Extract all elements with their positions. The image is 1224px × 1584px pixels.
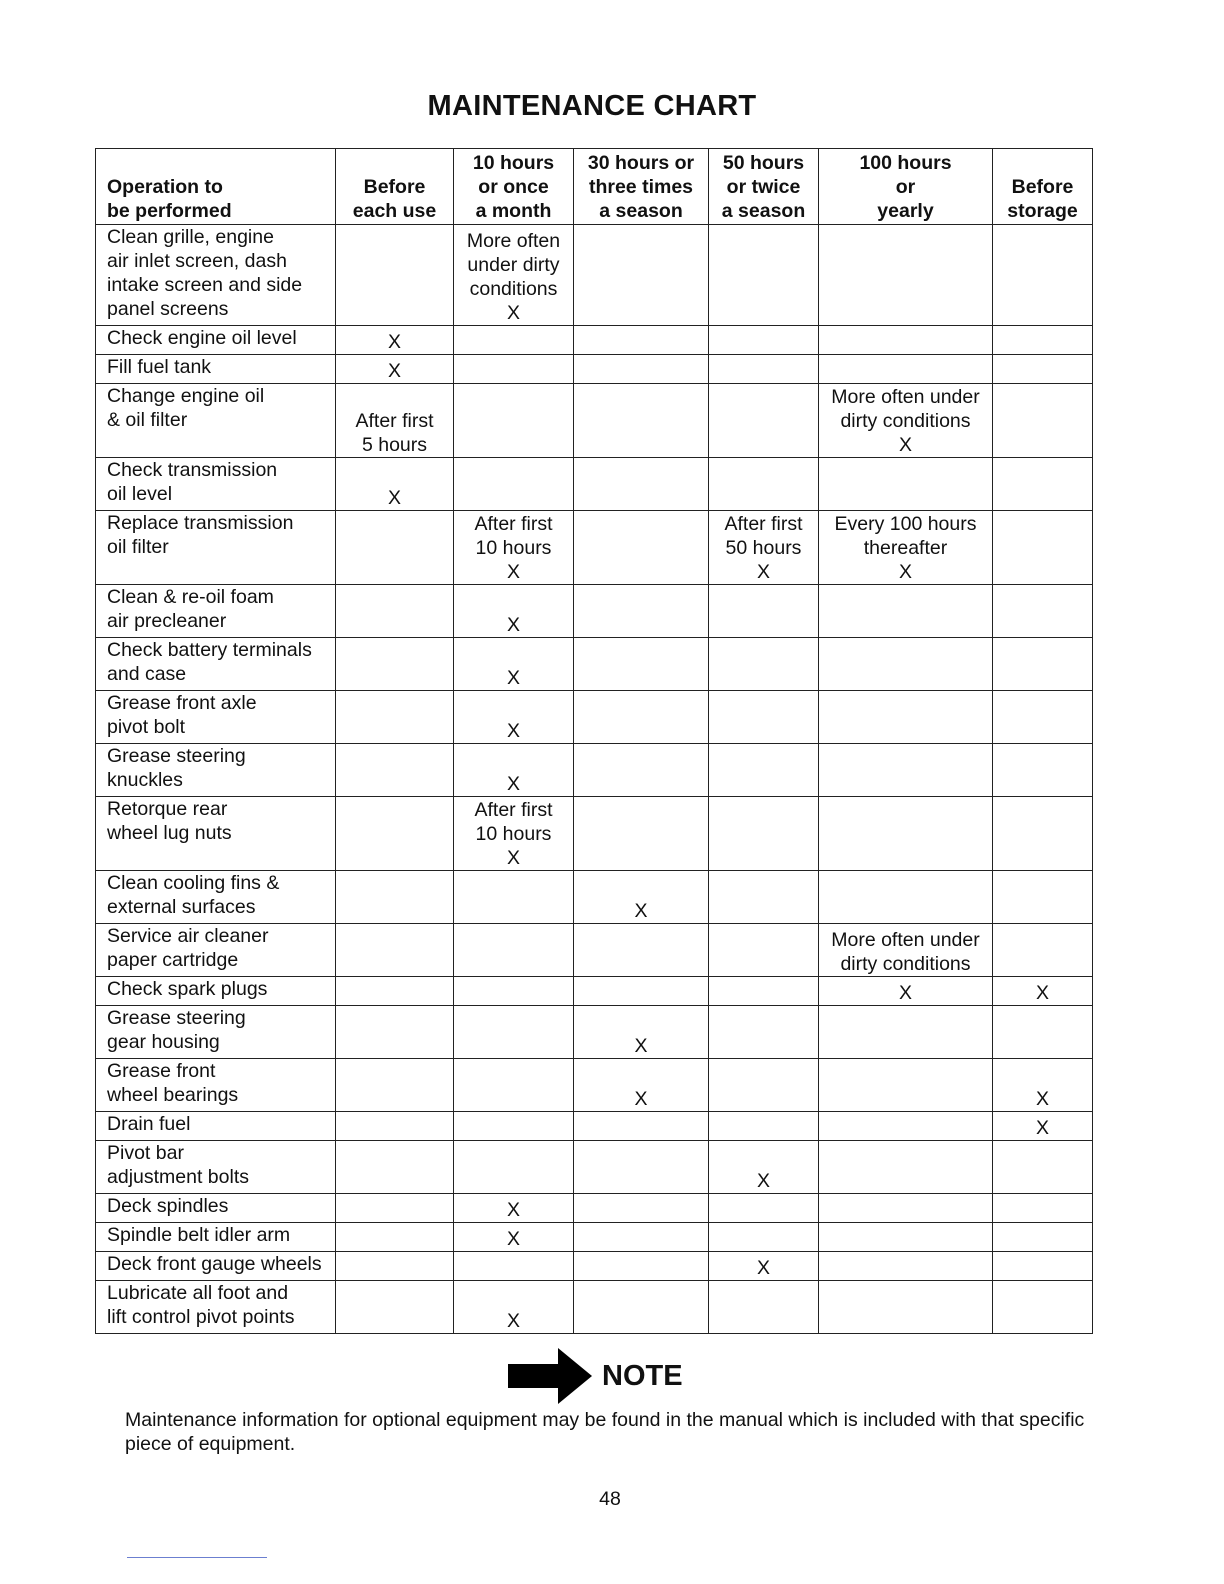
- schedule-cell: [336, 871, 454, 924]
- schedule-cell: [336, 1141, 454, 1194]
- table-row: [96, 355, 1093, 384]
- column-header: Operation to be performed: [96, 149, 336, 225]
- schedule-cell: [993, 1194, 1093, 1223]
- schedule-cell: [574, 1252, 709, 1281]
- schedule-cell: [336, 1006, 454, 1059]
- schedule-cell: X: [574, 1006, 709, 1059]
- table-row: [96, 638, 1093, 691]
- schedule-cell: Every 100 hours thereafter X: [819, 511, 993, 585]
- schedule-cell: [454, 1252, 574, 1281]
- schedule-cell: [336, 691, 454, 744]
- schedule-cell: More often under dirty conditions X: [454, 225, 574, 326]
- schedule-cell: [819, 326, 993, 355]
- schedule-cell: After first 5 hours: [336, 384, 454, 458]
- column-header: 100 hours or yearly: [819, 149, 993, 225]
- schedule-cell: [574, 1223, 709, 1252]
- schedule-cell: X: [454, 691, 574, 744]
- table-row: [96, 797, 1093, 871]
- schedule-cell: [336, 1252, 454, 1281]
- schedule-cell: [709, 585, 819, 638]
- schedule-cell: [454, 871, 574, 924]
- column-header: 10 hours or once a month: [454, 149, 574, 225]
- schedule-cell: [709, 326, 819, 355]
- schedule-cell: [709, 871, 819, 924]
- schedule-cell: [819, 1252, 993, 1281]
- schedule-cell: [574, 797, 709, 871]
- schedule-cell: [574, 355, 709, 384]
- schedule-cell: [336, 1194, 454, 1223]
- schedule-cell: [574, 511, 709, 585]
- schedule-cell: [454, 326, 574, 355]
- note-text: Maintenance information for optional equipment may be found in the manual which is included with that specific piece of equipment.: [125, 1409, 1085, 1455]
- table-row: [96, 924, 1093, 977]
- schedule-cell: [993, 1252, 1093, 1281]
- maintenance-table: [95, 148, 1093, 1334]
- schedule-cell: X: [709, 1141, 819, 1194]
- schedule-cell: X: [454, 1194, 574, 1223]
- schedule-cell: [993, 744, 1093, 797]
- schedule-cell: [454, 1059, 574, 1112]
- schedule-cell: [574, 924, 709, 977]
- header-row: [96, 149, 1093, 225]
- schedule-cell: [336, 1112, 454, 1141]
- schedule-cell: [993, 355, 1093, 384]
- operation-cell: Change engine oil & oil filter: [96, 384, 336, 458]
- schedule-cell: [709, 797, 819, 871]
- schedule-cell: [819, 585, 993, 638]
- schedule-cell: X: [336, 355, 454, 384]
- schedule-cell: [454, 924, 574, 977]
- schedule-cell: [709, 1223, 819, 1252]
- operation-cell: Check engine oil level: [96, 326, 336, 355]
- schedule-cell: [336, 924, 454, 977]
- schedule-cell: More often under dirty conditions: [819, 924, 993, 977]
- schedule-cell: [574, 1194, 709, 1223]
- schedule-cell: [336, 511, 454, 585]
- schedule-cell: [709, 1194, 819, 1223]
- schedule-cell: X: [993, 1112, 1093, 1141]
- operation-cell: Clean & re-oil foam air precleaner: [96, 585, 336, 638]
- schedule-cell: X: [336, 326, 454, 355]
- schedule-cell: [993, 1006, 1093, 1059]
- schedule-cell: [709, 1006, 819, 1059]
- table-row: [96, 871, 1093, 924]
- table-row: [96, 1252, 1093, 1281]
- operation-cell: Lubricate all foot and lift control pivot points: [96, 1281, 336, 1334]
- schedule-cell: [336, 1223, 454, 1252]
- schedule-cell: [709, 384, 819, 458]
- schedule-cell: [709, 691, 819, 744]
- page-title: MAINTENANCE CHART: [427, 90, 757, 122]
- schedule-cell: [454, 384, 574, 458]
- operation-cell: Check battery terminals and case: [96, 638, 336, 691]
- operation-cell: Retorque rear wheel lug nuts: [96, 797, 336, 871]
- schedule-cell: [709, 924, 819, 977]
- schedule-cell: X: [454, 744, 574, 797]
- note-callout: [508, 1348, 708, 1404]
- schedule-cell: [993, 326, 1093, 355]
- schedule-cell: X: [993, 1059, 1093, 1112]
- operation-cell: Grease steering gear housing: [96, 1006, 336, 1059]
- schedule-cell: [454, 1141, 574, 1194]
- schedule-cell: [336, 797, 454, 871]
- schedule-cell: [336, 225, 454, 326]
- table-row: [96, 225, 1093, 326]
- schedule-cell: [993, 638, 1093, 691]
- column-header: Before storage: [993, 149, 1093, 225]
- table-row: [96, 1059, 1093, 1112]
- operation-cell: Grease front axle pivot bolt: [96, 691, 336, 744]
- schedule-cell: [709, 1112, 819, 1141]
- operation-cell: Service air cleaner paper cartridge: [96, 924, 336, 977]
- schedule-cell: After first 10 hours X: [454, 511, 574, 585]
- schedule-cell: [993, 1223, 1093, 1252]
- schedule-cell: X: [709, 1252, 819, 1281]
- column-header: Before each use: [336, 149, 454, 225]
- table-row: [96, 1006, 1093, 1059]
- schedule-cell: [819, 1006, 993, 1059]
- schedule-cell: [819, 225, 993, 326]
- schedule-cell: After first 10 hours X: [454, 797, 574, 871]
- schedule-cell: [454, 458, 574, 511]
- schedule-cell: [993, 458, 1093, 511]
- schedule-cell: [993, 384, 1093, 458]
- schedule-cell: [574, 458, 709, 511]
- schedule-cell: [574, 1281, 709, 1334]
- schedule-cell: [993, 511, 1093, 585]
- operation-cell: Deck spindles: [96, 1194, 336, 1223]
- arrow-icon: [508, 1364, 560, 1388]
- table-row: [96, 458, 1093, 511]
- schedule-cell: [819, 691, 993, 744]
- schedule-cell: [993, 225, 1093, 326]
- table-row: [96, 1112, 1093, 1141]
- table-row: [96, 977, 1093, 1006]
- schedule-cell: [574, 384, 709, 458]
- column-header: 50 hours or twice a season: [709, 149, 819, 225]
- operation-cell: Fill fuel tank: [96, 355, 336, 384]
- schedule-cell: [574, 585, 709, 638]
- schedule-cell: [454, 355, 574, 384]
- schedule-cell: [819, 1281, 993, 1334]
- schedule-cell: [819, 1141, 993, 1194]
- schedule-cell: [336, 744, 454, 797]
- schedule-cell: [993, 1281, 1093, 1334]
- schedule-cell: [993, 871, 1093, 924]
- table-row: [96, 1281, 1093, 1334]
- page-number: 48: [599, 1488, 621, 1510]
- schedule-cell: [336, 977, 454, 1006]
- table-row: [96, 384, 1093, 458]
- schedule-cell: [574, 744, 709, 797]
- schedule-cell: [336, 638, 454, 691]
- schedule-cell: [709, 977, 819, 1006]
- schedule-cell: [574, 225, 709, 326]
- schedule-cell: [454, 1006, 574, 1059]
- schedule-cell: [336, 585, 454, 638]
- schedule-cell: [993, 691, 1093, 744]
- schedule-cell: [709, 458, 819, 511]
- schedule-cell: X: [574, 871, 709, 924]
- schedule-cell: [709, 225, 819, 326]
- schedule-cell: [574, 638, 709, 691]
- schedule-cell: [819, 871, 993, 924]
- schedule-cell: [819, 1223, 993, 1252]
- table-row: [96, 1223, 1093, 1252]
- schedule-cell: [709, 744, 819, 797]
- table-row: [96, 1194, 1093, 1223]
- schedule-cell: [819, 1112, 993, 1141]
- schedule-cell: [454, 977, 574, 1006]
- schedule-cell: [819, 1059, 993, 1112]
- schedule-cell: X: [454, 638, 574, 691]
- operation-cell: Clean cooling fins & external surfaces: [96, 871, 336, 924]
- schedule-cell: X: [454, 1281, 574, 1334]
- operation-cell: Replace transmission oil filter: [96, 511, 336, 585]
- schedule-cell: [574, 326, 709, 355]
- table-row: [96, 326, 1093, 355]
- schedule-cell: [709, 355, 819, 384]
- schedule-cell: [819, 458, 993, 511]
- schedule-cell: [709, 1281, 819, 1334]
- schedule-cell: [993, 1141, 1093, 1194]
- table-row: [96, 511, 1093, 585]
- operation-cell: Check spark plugs: [96, 977, 336, 1006]
- operation-cell: Grease steering knuckles: [96, 744, 336, 797]
- table-row: [96, 744, 1093, 797]
- schedule-cell: [993, 797, 1093, 871]
- schedule-cell: [709, 638, 819, 691]
- schedule-cell: [819, 1194, 993, 1223]
- note-label: NOTE: [602, 1360, 683, 1392]
- schedule-cell: [993, 924, 1093, 977]
- schedule-cell: X: [819, 977, 993, 1006]
- operation-cell: Spindle belt idler arm: [96, 1223, 336, 1252]
- table-row: [96, 585, 1093, 638]
- column-header: 30 hours or three times a season: [574, 149, 709, 225]
- schedule-cell: [454, 1112, 574, 1141]
- schedule-cell: [574, 691, 709, 744]
- operation-cell: Clean grille, engine air inlet screen, dash intake screen and side panel screens: [96, 225, 336, 326]
- schedule-cell: [574, 977, 709, 1006]
- schedule-cell: X: [454, 1223, 574, 1252]
- divider: [127, 1557, 267, 1558]
- schedule-cell: [819, 797, 993, 871]
- schedule-cell: [574, 1141, 709, 1194]
- schedule-cell: X: [454, 585, 574, 638]
- schedule-cell: After first 50 hours X: [709, 511, 819, 585]
- arrow-head-icon: [558, 1348, 592, 1404]
- schedule-cell: [819, 744, 993, 797]
- schedule-cell: [336, 1281, 454, 1334]
- schedule-cell: X: [574, 1059, 709, 1112]
- operation-cell: Deck front gauge wheels: [96, 1252, 336, 1281]
- schedule-cell: X: [336, 458, 454, 511]
- schedule-cell: X: [993, 977, 1093, 1006]
- table-row: [96, 691, 1093, 744]
- schedule-cell: More often under dirty conditions X: [819, 384, 993, 458]
- table-row: [96, 1141, 1093, 1194]
- schedule-cell: [336, 1059, 454, 1112]
- operation-cell: Check transmission oil level: [96, 458, 336, 511]
- schedule-cell: [819, 638, 993, 691]
- schedule-cell: [819, 355, 993, 384]
- schedule-cell: [709, 1059, 819, 1112]
- schedule-cell: [993, 585, 1093, 638]
- operation-cell: Drain fuel: [96, 1112, 336, 1141]
- operation-cell: Grease front wheel bearings: [96, 1059, 336, 1112]
- operation-cell: Pivot bar adjustment bolts: [96, 1141, 336, 1194]
- schedule-cell: [574, 1112, 709, 1141]
